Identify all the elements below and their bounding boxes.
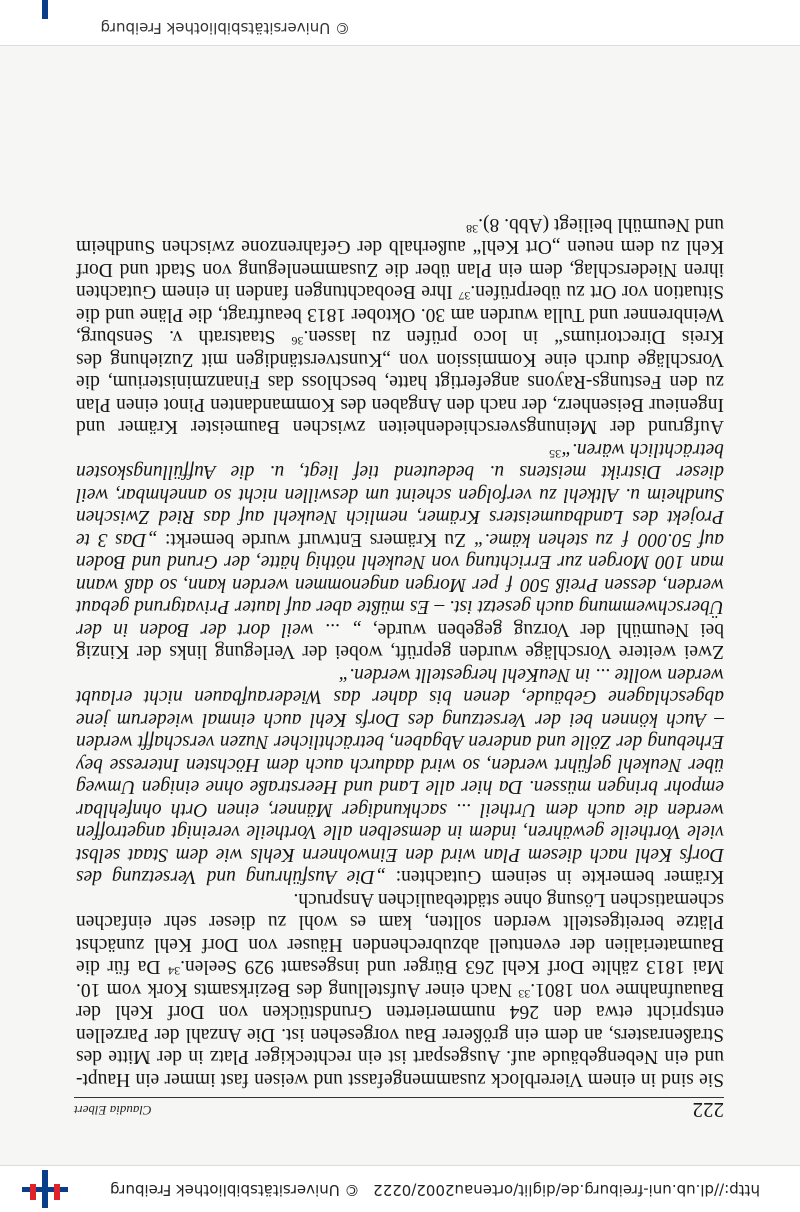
text-run: Nach einer Aufstellung des Bezirksamts Kork vom 10. Mai 1813 zählte Dorf Kehl 263 Bürger und insgesamt 929 Seelen. (76, 956, 724, 1000)
header-rule (74, 1097, 724, 1098)
body-text (76, 213, 724, 1091)
library-logo-icon-bottom (22, 0, 68, 19)
paragraph (76, 213, 724, 438)
quotation: „Das 3 te Projekt des Landbaumeisters Krämer, nemlich Neukehl auf das Ried Zwischen Sundheim u. Altkehl zu verfolgen scheint um deswillen nicht so annehmbar, weil dieser Distrikt meistens u. bedeutend tief liegt, u. die Auffüllungskosten beträchtlich wären.“ (75, 439, 724, 550)
paragraph (76, 663, 724, 888)
text-run: Ihre Beobachtungen fanden in einem Gutachten ihren Niederschlag, dem ein Plan über die Zusammenlegung von Stadt und Dorf Kehl zu dem neuen „Ort Kehl“ außerhalb der Gefahrenzone zwischen Sundheim und Neumühl beiliegt (Abb. 8). (75, 214, 724, 303)
running-head (74, 1098, 724, 1122)
quotation: „ ... weil dort der Boden in der Überschwemmung auch gesetzt ist. – Es müßte aber auf lauter Privatgrund gebaut werden, dessen Preiß 500 ƒ per Morgen angenommen werden kann, so daß wann man 100 Morgen zur Errichtung von Neukehl nöthig hätte, der Grund und Boden auf 50.000 ƒ zu stehen käme.“ (76, 529, 724, 640)
footnote-ref: 33 (518, 987, 531, 1001)
running-author: Claudia Elbert (74, 1103, 152, 1118)
footnote-ref: 36 (291, 334, 304, 349)
text-run: Staatsrath v. Sensburg, Weinbrenner und Tulla wurden am 30. Oktober 1813 beauftragt, die Pläne und die Situation vor Ort zu überprüfen. (76, 281, 724, 348)
footnote-ref: 35 (549, 447, 562, 461)
text-run: Zu Krämers Entwurf wurde bemerkt: (157, 529, 474, 550)
text-run: Da für die Baumaterialien der eventuell abzubrechenden Häuser von Dorf Kehl zunächst Plätze bereitgestellt werden sollten, kam es wohl zu dieser sehr einfachen schematischen Lösung ohne städtebaulichen Anspruch. (76, 889, 724, 978)
page-url[interactable]: http://dl.ub.uni-freiburg.de/diglit/ortenau2002/0222 (373, 1181, 760, 1199)
footnote-ref: 38 (466, 222, 479, 236)
footnote-ref: 34 (168, 964, 181, 979)
paragraph (76, 888, 724, 1091)
text-run: Zwei weitere Vorschläge wurden geprüft, wobei der Verlegung links der Kinzig bei Neumühl der Vorzug gegeben wurde, (76, 619, 724, 663)
viewer-footer (0, 0, 800, 46)
paragraph (76, 438, 724, 663)
library-logo-icon (22, 1170, 68, 1208)
viewer-header (0, 1165, 800, 1212)
text-run: Aufgrund der Meinungsverschiedenheiten zwischen Baumeister Krämer und Ingenieur Beisenherz, der nach den Angaben des Kommandanten Pinot einen Plan zu den Festungs-Rayons angefertigt hatte, beschloss das Finanzministerium, die Vorschläge durch eine Kommission von „Kunstverständigen mit Zuziehung des Kreis Directoriums“ in loco prüfen zu lassen. (76, 326, 724, 438)
quotation: „Die Ausführung und Versetzung des Dorfs Kehl nach diesem Plan wird den Einwohnern Kehls wie dem Staat selbst viele Vortheile gewähren, indem in demselben alle Vortheile vereinigt angetroffen werden die auch dem Urtheil ... sachkundiger Männer, einen Orth ohnfehlbar empohr bringen müssen. Da hier alle Land und Heerstraße ohne einigen Umweg über Neukehl geführt werden, so wird dadurch auch dem Höchsten Interesse bey Erhebung der Zölle und anderen Abgaben, beträchtlicher Nuzen verschafft werden – Auch können bei der Versetzung des Dorfs Kehl auch einmal wiederum jene abgeschlagene Gebäude, denen bis daher das Wiederaufbauen nicht erlaubt werden wollte ... in NeuKehl hergestellt werden.“ (76, 664, 724, 888)
copyright-notice: © Universitätsbibliothek Freiburg (110, 1181, 360, 1199)
page-number: 222 (692, 1098, 724, 1122)
text-run: Sie sind in einem Viererblock zusammengefasst und weisen fast immer ein Haupt- und ein Nebengebäude auf. Ausgespart ist ein rechteckiger Platz in der Mitte des Straßenrasters, an dem ein größerer Bau vorgesehen ist. Die Anzahl der Parzellen entspricht etwa den 264 nummerierten Grundstücken von Dorf Kehl der Bauaufnahme von 1801. (76, 979, 724, 1090)
text-run: Krämer bemerkte in seinem Gutachten: (385, 866, 724, 888)
copyright-notice-bottom: © Universitätsbibliothek Freiburg (100, 19, 350, 37)
footnote-ref: 37 (458, 289, 471, 304)
